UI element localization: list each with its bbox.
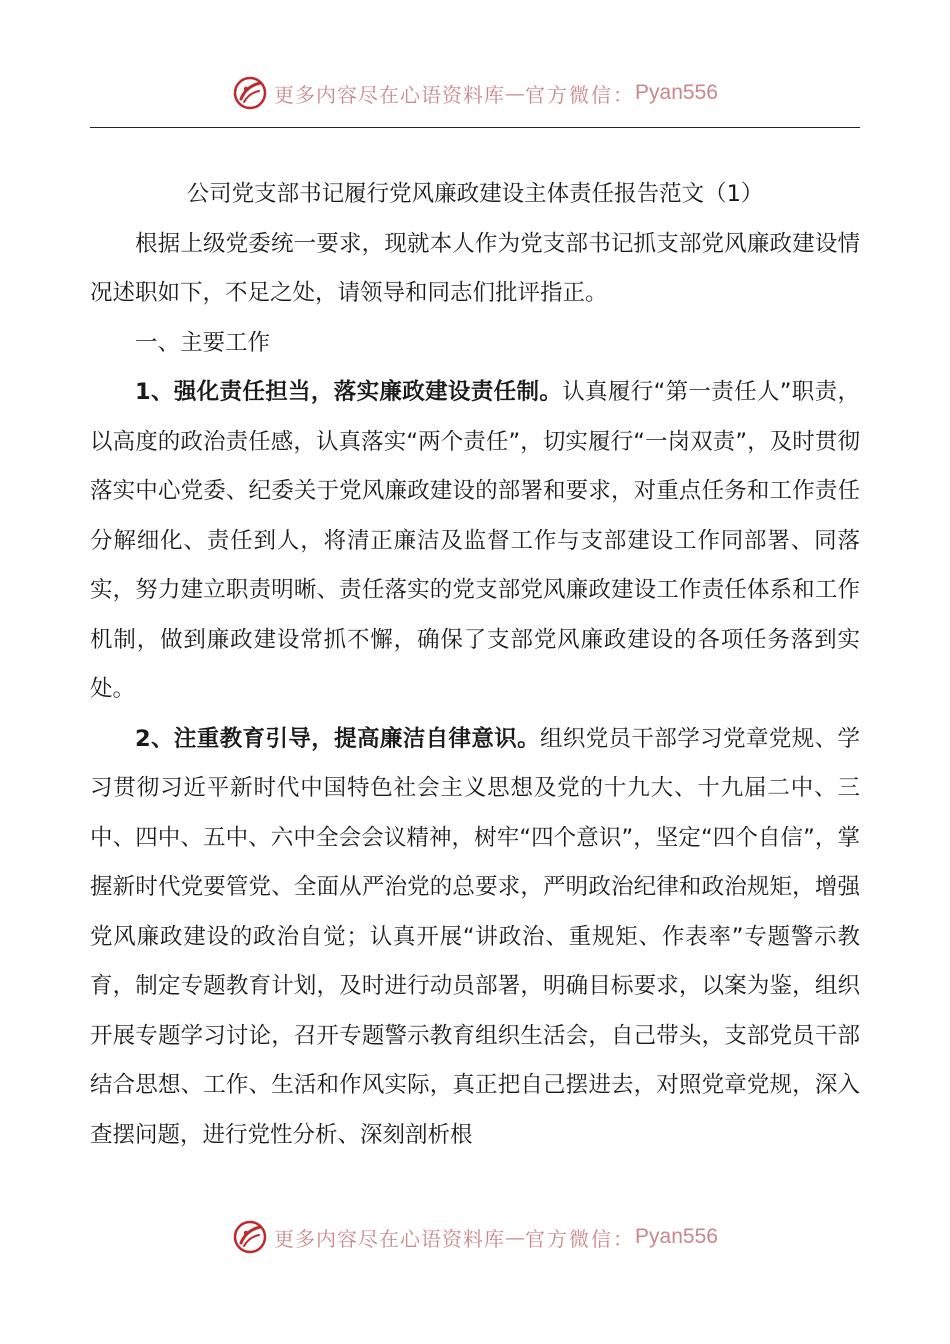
footer-banner bbox=[0, 1212, 950, 1262]
banner-wechat-label: 官方微信： bbox=[525, 82, 636, 107]
banner-slogan: 更多内容尽在心语资料库 bbox=[274, 82, 506, 107]
header-banner bbox=[0, 68, 950, 118]
banner-separator: — bbox=[505, 1225, 526, 1249]
banner-slogan: 更多内容尽在心语资料库 bbox=[274, 1226, 506, 1251]
document-body bbox=[90, 170, 860, 1160]
item-1-paragraph bbox=[90, 368, 860, 715]
intro-paragraph: 根据上级党委统一要求，现就本人作为党支部书记抓支部党风廉政建设情况述职如下，不足之处，请领导和同志们批评指正。 bbox=[90, 230, 860, 306]
banner-wechat-label: 官方微信： bbox=[525, 1226, 636, 1251]
banner-wechat-id: Pyan556 bbox=[635, 81, 718, 104]
logo-icon bbox=[232, 1219, 268, 1255]
item-2-text: 组织党员干部学习党章党规、学习贯彻习近平新时代中国特色社会主义思想及党的十九大、十九届二中、三中、四中、五中、六中全会会议精神，树牢“四个意识”，坚定“四个自信”，掌握新时代党要管党、全面从严治党的总要求，严明政治纪律和政治规矩，增强党风廉政建设的政治自觉；认真开展“讲政治、重规矩、作表率”专题警示教育，制定专题教育计划，及时进行动员部署，明确目标要求，以案为鉴，组织开展专题学习讨论，召开专题警示教育组织生活会，自己带头，支部党员干部结合思想、工作、生活和作风实际，真正把自己摆进去，对照党章党规，深入查摆问题，进行党性分析、深刻剖析根 bbox=[90, 725, 860, 1148]
document-title: 公司党支部书记履行党风廉政建设主体责任报告范文（1） bbox=[186, 181, 764, 207]
item-2-paragraph bbox=[90, 715, 860, 1161]
item-1-heading: 1、强化责任担当，落实廉政建设责任制。 bbox=[135, 379, 563, 405]
item-2-heading: 2、注重教育引导，提高廉洁自律意识。 bbox=[135, 725, 541, 752]
item-1-text: 认真履行“第一责任人”职责，以高度的政治责任感，认真落实“两个责任”，切实履行“一岗双责”，及时贯彻落实中心党委、纪委关于党风廉政建设的部署和要求，对重点任务和工作责任分解细化、责任到人，将清正廉洁及监督工作与支部建设工作同部署、同落实，努力建立职责明晰、责任落实的党支部党风廉政建设工作责任体系和工作机制，做到廉政建设常抓不懈，确保了支部党风廉政建设的各项任务落到实处。 bbox=[90, 379, 860, 702]
banner-separator: — bbox=[505, 81, 526, 105]
section-heading: 一、主要工作 bbox=[135, 329, 271, 356]
banner-wechat-id: Pyan556 bbox=[635, 1225, 718, 1248]
logo-icon bbox=[232, 75, 268, 111]
header-divider bbox=[90, 127, 860, 128]
